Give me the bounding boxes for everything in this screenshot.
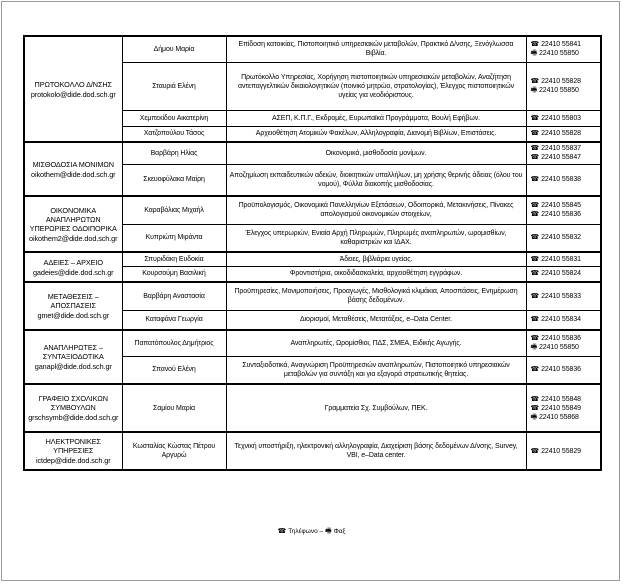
phone-number: 22410 55837: [541, 145, 581, 153]
staff-duties: Προϋπηρεσίες, Μονιμοποιήσεις, Προαγωγές, Μισθολογικά κλιμάκια, Αποσπάσεις, Ενημέρωση βάσης δεδομένων.: [226, 282, 526, 310]
phone-list: [526, 196, 601, 224]
table-row: [24, 252, 601, 266]
department-email: gadeies@dide.dod.sch.gr: [32, 267, 114, 277]
department-email: ganapl@dide.dod.sch.gr: [34, 362, 112, 371]
phone-number: 22410 55838: [541, 176, 581, 184]
legend-separator: –: [317, 528, 325, 535]
phone-entry: [531, 49, 599, 58]
fax-icon: 🖷: [530, 343, 538, 352]
staff-name: Βαρβάρη Αναστασία: [122, 282, 226, 310]
phone-list: [526, 384, 601, 432]
phone-entry: [531, 413, 599, 422]
department-name: ΜΕΤΑΘΕΣΕΙΣ – ΑΠΟΣΠΑΣΕΙΣ: [47, 292, 99, 310]
phone-icon: ☎: [530, 129, 540, 138]
staff-duties: Αποζημίωση εκπαιδευτικών αδειών, διοικητικών υπαλλήλων, μη χρήσης θερινής άδειας (όλου του νομού), Φύλλα διακοπής μισθοδοσίας.: [226, 164, 526, 196]
department-email: oikothem@dide.dod.sch.gr: [30, 169, 116, 179]
phone-icon: ☎: [530, 365, 540, 374]
table-row: [24, 36, 601, 62]
department-name: ΟΙΚΟΝΟΜΙΚΑ ΑΝΑΠΛΗΡΩΤΩΝ ΥΠΕΡΩΡΙΕΣ ΟΔΟΙΠΟΡΙΚΑ: [29, 205, 117, 233]
staff-duties: Τεχνική υποστήριξη, ηλεκτρονική αλληλογραφία, Διαχείριση βάσης δεδομένων Δ/νσης, Survey, VBI, e–Data center.: [226, 432, 526, 470]
staff-duties: Αρχειοθέτηση Ατομικών Φακέλων, Αλληλογραφία, Διανομή Βιβλίων, Επιστάσεις.: [226, 126, 526, 142]
phone-list: [526, 142, 601, 164]
staff-duties: Άδειες, βιβλιάρια υγείας.: [226, 252, 526, 266]
phone-list: [526, 310, 601, 330]
staff-name: Χεμπεκίδου Αικατερίνη: [122, 110, 226, 126]
phone-icon: ☎: [530, 144, 540, 153]
fax-icon: 🖷: [530, 86, 538, 94]
staff-name: Σκευοφύλακα Μαίρη: [122, 164, 226, 196]
phone-list: [526, 432, 601, 470]
phone-entry: [531, 292, 599, 301]
phone-list: [526, 164, 601, 196]
phone-number: 22410 55833: [541, 292, 581, 300]
fax-icon: 🖷: [530, 412, 538, 421]
phone-icon: ☎: [530, 210, 540, 219]
phone-icon: ☎: [530, 291, 540, 300]
phone-number: 22410 55847: [541, 154, 581, 162]
department-name: ΑΔΕΙΕΣ – ΑΡΧΕΙΟ: [43, 257, 103, 267]
phone-number: 22410 55832: [541, 234, 581, 242]
department-cell: [24, 196, 122, 252]
staff-name: Βαρβάρη Ηλίας: [122, 142, 226, 164]
phone-number: 22410 55868: [539, 413, 579, 421]
phone-list: [526, 224, 601, 252]
phone-number: 22410 55841: [541, 41, 581, 49]
staff-name: Κωσταλίας Κώστας Πέτρου Αργυρώ: [122, 432, 226, 470]
phone-entry: [531, 334, 599, 343]
table-row: [24, 142, 601, 164]
phone-entry: [531, 175, 599, 184]
phone-entry: [531, 255, 599, 264]
phone-number: 22410 55828: [541, 78, 581, 85]
staff-duties: Συνταξιοδοτικά, Αναγνώριση Προϋπηρεσιών αναπληρωτών, Πιστοποιητικό υπηρεσιακών μεταβολών για συντάξη και για εξαγορά στρατιωτικής θητείας.: [226, 356, 526, 384]
phone-number: 22410 55850: [539, 87, 579, 94]
phone-list: [526, 126, 601, 142]
phone-number: 22410 55848: [541, 395, 581, 403]
phone-icon: ☎: [530, 403, 540, 412]
staff-directory-table: [23, 35, 602, 471]
phone-number: 22410 55849: [541, 404, 581, 412]
department-cell: [24, 282, 122, 330]
department-name: ΠΡΩΤΟΚΟΛΛΟ Δ/ΝΣΗΣ: [34, 79, 112, 89]
phone-number: 22410 55824: [541, 270, 581, 278]
phone-list: [526, 36, 601, 62]
phone-entry: [531, 315, 599, 324]
staff-name: Καραβόλιας Μιχαήλ: [122, 196, 226, 224]
phone-entry: [531, 114, 599, 123]
department-cell: [24, 330, 122, 384]
staff-name: Καταφάνα Γεωργία: [122, 310, 226, 330]
phone-icon: ☎: [530, 446, 540, 455]
department-name: ΑΝΑΠΛΗΡΩΤΕΣ – ΣΥΝΤΑΞΙΟΔΟΤΙΚΑ: [42, 343, 104, 361]
department-cell: [24, 36, 122, 142]
phone-icon: ☎: [530, 254, 540, 263]
table-row: [24, 432, 601, 470]
legend-phone-label: Τηλέφωνο: [288, 528, 318, 535]
phone-number: 22410 55831: [541, 255, 581, 263]
phone-entry: [531, 144, 599, 153]
staff-duties: Έλεγχος υπερωριών, Ενιαία Αρχή Πληρωμών, Πληρωμές αναπληρωτών, ωρομισθίων, καθαριστριών και ΙΔΑΧ.: [226, 224, 526, 252]
phone-entry: [531, 40, 599, 49]
phone-entry: [531, 153, 599, 162]
fax-icon: 🖷: [324, 527, 332, 535]
department-name: ΜΙΣΘΟΔΟΣΙΑ ΜΟΝΙΜΩΝ: [32, 159, 114, 169]
phone-list: [526, 62, 601, 110]
phone-number: 22410 55845: [541, 202, 581, 210]
staff-duties: Προϋπολογισμός, Οικονομικά Πανελληνίων Εξετάσεων, Οδοιπορικά, Μετακινήσεις, Πίνακες απολογισμού οικονομικών στοιχείων,: [226, 196, 526, 224]
staff-duties: Διορισμοί, Μεταθέσεις, Μετατάξεις, e–Data Center.: [226, 310, 526, 330]
department-email: ictdep@dide.dod.sch.gr: [35, 456, 111, 465]
staff-duties: Αναπληρωτές, Ωρομίσθιοι, ΠΔΣ, ΣΜΕΑ, Ειδικής Αγωγής.: [226, 330, 526, 356]
staff-duties: Φροντιστήρια, οικοδιδασκαλεία, αρχειοθέτηση εγγράφων.: [226, 266, 526, 282]
phone-entry: [531, 447, 599, 456]
phone-icon: ☎: [530, 269, 540, 278]
phone-icon: ☎: [530, 153, 540, 162]
table-row: [24, 330, 601, 356]
phone-number: 22410 55836: [541, 366, 581, 374]
department-email: gmet@dide.dod.sch.gr: [37, 311, 110, 320]
department-cell: [24, 142, 122, 196]
staff-name: Σπανού Ελένη: [122, 356, 226, 384]
phone-list: [526, 282, 601, 310]
department-email: grschsymb@dide.dod.sch.gr: [28, 413, 119, 422]
phone-number: 22410 55828: [541, 130, 581, 138]
phone-number: 22410 55834: [541, 316, 581, 324]
staff-name: Σταυριά Ελένη: [122, 62, 226, 110]
phone-list: [526, 252, 601, 266]
legend-fax-label: Φαξ: [333, 528, 346, 535]
table-row: [24, 196, 601, 224]
phone-icon: ☎: [530, 175, 540, 184]
phone-list: [526, 356, 601, 384]
department-name: ΗΛΕΚΤΡΟΝΙΚΕΣ ΥΠΗΡΕΣΙΕΣ: [45, 437, 101, 455]
staff-name: Χατζοπούλου Τάσος: [122, 126, 226, 142]
staff-duties: Οικονομικά, μισθοδοσία μονίμων.: [226, 142, 526, 164]
department-email: oikothem2@dide.dod.sch.gr: [29, 233, 118, 243]
staff-name: Δήμου Μαρία: [122, 36, 226, 62]
phone-icon: ☎: [530, 394, 540, 403]
phone-icon: ☎: [530, 334, 540, 343]
department-email: protokolo@dide.dod.sch.gr: [30, 89, 116, 99]
department-cell: [24, 252, 122, 282]
staff-duties: Γραμματεία Σχ. Συμβούλων, ΠΕΚ.: [226, 384, 526, 432]
fax-icon: 🖷: [530, 49, 538, 58]
department-name: ΓΡΑΦΕΙΟ ΣΧΟΛΙΚΩΝ ΣΥΜΒΟΥΛΩΝ: [38, 394, 108, 412]
phone-entry: [531, 395, 599, 404]
phone-entry: [531, 233, 599, 242]
table-row: [24, 282, 601, 310]
phone-icon: ☎: [530, 315, 540, 324]
phone-list: [526, 266, 601, 282]
phone-icon: ☎: [530, 233, 540, 242]
department-cell: [24, 432, 122, 470]
phone-entry: [531, 404, 599, 413]
staff-duties: Πρωτόκολλο Υπηρεσίας, Χορήγηση πιστοποιητικών υπηρεσιακών μεταβολών, Αναζήτηση αντεπαγγελτικών δικαιολογητικών (ποινικό μητρώο, στρατολογίας), Έλεγχος πιστοποιητικών υγείας για νεοδιόριστους.: [226, 62, 526, 110]
phone-icon: ☎: [277, 527, 287, 535]
phone-number: 22410 55836: [541, 335, 581, 343]
phone-entry: [531, 129, 599, 138]
phone-icon: ☎: [530, 201, 540, 210]
phone-number: 22410 55850: [539, 50, 579, 58]
phone-number: 22410 55850: [539, 344, 579, 352]
table-row: [24, 384, 601, 432]
phone-icon: ☎: [530, 40, 540, 49]
staff-name: Σπυριδάκη Ευδοκία: [122, 252, 226, 266]
staff-name: Παπατόπουλος Δημήτριος: [122, 330, 226, 356]
phone-entry: [531, 77, 599, 86]
staff-name: Σαμίου Μαρία: [122, 384, 226, 432]
phone-list: [526, 330, 601, 356]
staff-name: Κυπριώτη Μιράντα: [122, 224, 226, 252]
phone-number: 22410 55829: [541, 447, 581, 455]
staff-name: Κουρσούμη Βασιλική: [122, 266, 226, 282]
phone-entry: [531, 269, 599, 278]
phone-list: [526, 110, 601, 126]
phone-number: 22410 55836: [541, 211, 581, 219]
phone-entry: [531, 201, 599, 210]
staff-duties: Επίδοση κατοικίας, Πιστοποιητικό υπηρεσιακών μεταβολών, Πρακτικό Δ/νσης, Ξενόγλωσσα Βιβλία.: [226, 36, 526, 62]
phone-entry: [531, 343, 599, 352]
legend: [0, 527, 623, 538]
staff-duties: ΑΣΕΠ, Κ.Π.Γ., Εκδρομές, Ευρωπαϊκά Προγράμματα, Βουλή Εφήβων.: [226, 110, 526, 126]
department-cell: [24, 384, 122, 432]
phone-entry: [531, 365, 599, 374]
phone-entry: [531, 210, 599, 219]
phone-icon: ☎: [530, 77, 540, 85]
phone-entry: [531, 86, 599, 95]
phone-number: 22410 55803: [541, 114, 581, 122]
phone-icon: ☎: [530, 113, 540, 122]
